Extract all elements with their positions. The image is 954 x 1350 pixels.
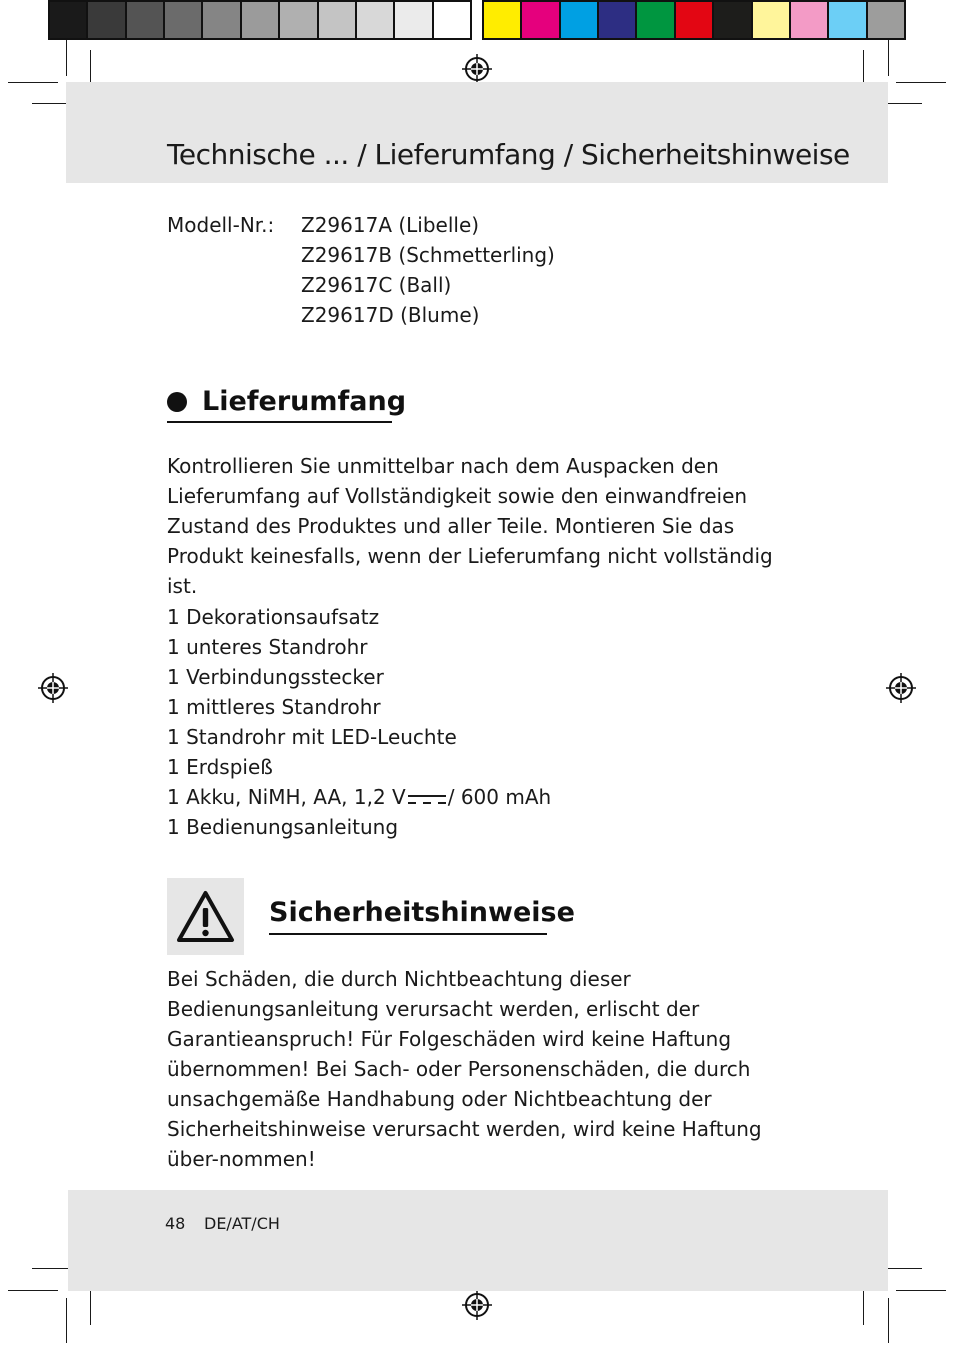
delivery-intro-paragraph: Kontrollieren Sie unmittelbar nach dem Auspacken den Lieferumfang auf Vollständigkeit sowie den einwandfreien Zustand des Produktes und aller Teile. Montieren Sie das Produkt keinesfalls, wenn der Lieferumfang nicht vollständig ist.: [167, 454, 773, 598]
battery-capacity: / 600 mAh: [447, 785, 552, 809]
crop-mark: [90, 1285, 91, 1325]
list-item: 1 Bedienungsanleitung: [167, 815, 399, 839]
model-number: Z29617D (Blume): [301, 303, 480, 327]
gray-swatch: [88, 2, 126, 38]
crop-mark: [896, 1290, 946, 1291]
gray-swatch: [319, 2, 357, 38]
color-swatch: [868, 2, 904, 38]
crop-mark: [66, 1298, 67, 1343]
color-swatch: [791, 2, 829, 38]
color-swatch: [753, 2, 791, 38]
warning-triangle-icon: [167, 878, 244, 955]
page-number: 48: [165, 1214, 186, 1233]
gray-swatch: [242, 2, 280, 38]
color-swatch: [637, 2, 675, 38]
warning-icon-box: [167, 878, 244, 955]
model-number: Z29617C (Ball): [301, 273, 452, 297]
gray-swatch: [127, 2, 165, 38]
battery-spec: 1 Akku, NiMH, AA, 1,2 V: [167, 785, 406, 809]
model-number-label: Modell-Nr.:: [167, 213, 275, 237]
list-item: 1 unteres Standrohr: [167, 635, 368, 659]
gray-swatch: [203, 2, 241, 38]
page-title: Technische ... / Lieferumfang / Sicherheitshinweise: [167, 138, 850, 171]
delivery-heading: Lieferumfang: [202, 386, 407, 417]
color-swatch: [829, 2, 867, 38]
color-swatch: [522, 2, 560, 38]
registration-target-icon: [38, 673, 68, 703]
safety-paragraph: Bei Schäden, die durch Nichtbeachtung dieser Bedienungsanleitung verursacht werden, erlischt der Garantieanspruch! Für Folgeschäden wird keine Haftung übernommen! Bei Sach- oder Personenschäden, die durch unsachgemäße Handhabung oder Nichtbeachtung der Sicherheitshinweise verursacht werden, wird keine Haftung über-nommen!: [167, 967, 762, 1171]
color-swatch: [714, 2, 752, 38]
registration-target-icon: [462, 1290, 492, 1320]
footer-band: [68, 1190, 888, 1291]
model-number-list: [301, 210, 555, 330]
delivery-section-heading: [167, 386, 406, 417]
filled-circle-bullet-icon: [167, 392, 187, 412]
gray-swatch: [357, 2, 395, 38]
registration-target-icon: [886, 673, 916, 703]
list-item: 1 mittleres Standrohr: [167, 695, 381, 719]
model-number: Z29617A (Libelle): [301, 213, 480, 237]
region-label: DE/AT/CH: [204, 1214, 280, 1233]
heading-underline: [269, 933, 547, 935]
color-swatch: [599, 2, 637, 38]
list-item: 1 Dekorationsaufsatz: [167, 605, 380, 629]
list-item: 1 Erdspieß: [167, 755, 273, 779]
crop-mark: [8, 82, 58, 83]
crop-mark: [66, 40, 67, 76]
model-number: Z29617B (Schmetterling): [301, 243, 555, 267]
crop-mark: [896, 82, 946, 83]
list-item-battery: [167, 782, 551, 812]
color-swatch: [484, 2, 522, 38]
gray-swatch: [280, 2, 318, 38]
list-item: 1 Standrohr mit LED-Leuchte: [167, 725, 457, 749]
direct-current-icon: [408, 792, 446, 806]
list-item: 1 Verbindungsstecker: [167, 665, 384, 689]
crop-mark: [882, 103, 922, 104]
gray-swatch: [165, 2, 203, 38]
delivery-item-list: [167, 602, 551, 842]
gray-swatch: [395, 2, 433, 38]
crop-mark: [32, 1268, 72, 1269]
crop-mark: [888, 1298, 889, 1343]
heading-underline: [167, 421, 392, 423]
crop-mark: [888, 40, 889, 76]
crop-mark: [882, 1268, 922, 1269]
grayscale-color-bar: [48, 0, 472, 40]
color-swatch: [676, 2, 714, 38]
process-color-bar: [482, 0, 906, 40]
crop-mark: [863, 1285, 864, 1325]
gray-swatch: [50, 2, 88, 38]
gray-swatch: [434, 2, 470, 38]
crop-mark: [8, 1290, 58, 1291]
color-swatch: [561, 2, 599, 38]
registration-target-icon: [462, 54, 492, 84]
safety-heading: Sicherheitshinweise: [269, 897, 575, 928]
